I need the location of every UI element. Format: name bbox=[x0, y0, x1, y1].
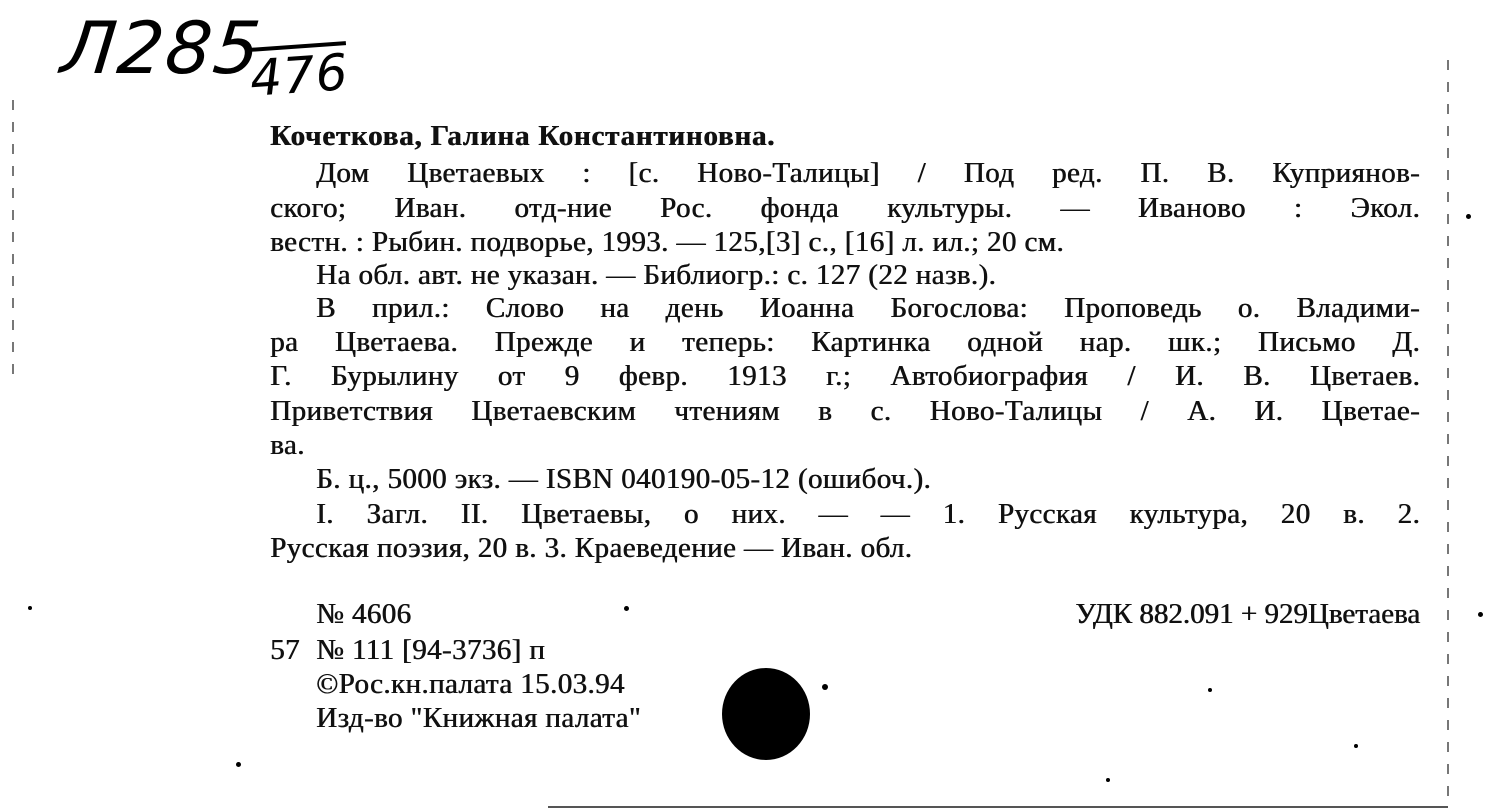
scan-bottom-edge bbox=[548, 806, 1448, 808]
body-line-7: Г. Бурылину от 9 февр. 1913 г.; Автобиография / И. В. Цветаев. bbox=[270, 360, 1420, 392]
body-line-8: Приветствия Цветаевским чтениям в с. Ново-Талицы / А. И. Цветае- bbox=[270, 395, 1420, 427]
body-line-3: вестн. : Рыбин. подворье, 1993. — 125,[3] с., [16] л. ил.; 20 см. bbox=[270, 226, 1064, 258]
speck bbox=[1106, 778, 1110, 782]
body-line-5: В прил.: Слово на день Иоанна Богослова: Проповедь о. Владими- bbox=[316, 292, 1420, 324]
record-number: № 4606 bbox=[316, 598, 412, 630]
scan-border bbox=[1447, 60, 1449, 800]
scan-border bbox=[12, 100, 14, 380]
card-prefix: 57 bbox=[270, 634, 300, 666]
body-line-2: ского; Иван. отд-ние Рос. фонда культуры. — Иваново : Экол. bbox=[270, 192, 1420, 224]
speck bbox=[624, 606, 629, 611]
speck bbox=[1354, 744, 1358, 748]
author-heading: Кочеткова, Галина Константиновна. bbox=[270, 120, 776, 152]
body-line-6: ра Цветаева. Прежде и теперь: Картинка одной нар. шк.; Письмо Д. bbox=[270, 326, 1420, 358]
body-line-10: Б. ц., 5000 экз. — ISBN 040190-05-12 (ошибоч.). bbox=[316, 463, 931, 495]
udk-code: УДК 882.091 + 929Цветаева bbox=[1075, 598, 1420, 630]
body-line-12: Русская поэзия, 20 в. 3. Краеведение — Иван. обл. bbox=[270, 532, 913, 564]
speck bbox=[236, 762, 241, 767]
ink-blot bbox=[722, 668, 810, 760]
speck bbox=[28, 606, 32, 610]
copyright-line: ©Рос.кн.палата 15.03.94 bbox=[316, 668, 625, 700]
shelfmark: Л285 bbox=[57, 6, 266, 90]
body-line-11: I. Загл. II. Цветаевы, о них. — — 1. Русская культура, 20 в. 2. bbox=[316, 498, 1420, 530]
body-line-9: ва. bbox=[270, 429, 305, 461]
speck bbox=[822, 684, 828, 690]
speck bbox=[1466, 214, 1471, 219]
speck bbox=[1478, 612, 1483, 617]
record-number-2: № 111 [94-3736] п bbox=[316, 634, 546, 666]
body-line-4: На обл. авт. не указан. — Библиогр.: с. 127 (22 назв.). bbox=[316, 259, 997, 291]
body-line-1: Дом Цветаевых : [с. Ново-Талицы] / Под ред. П. В. Куприянов- bbox=[316, 157, 1420, 189]
publisher-line: Изд-во "Книжная палата" bbox=[316, 702, 641, 734]
speck bbox=[1208, 688, 1212, 692]
shelfmark-sub: 476 bbox=[248, 43, 351, 108]
